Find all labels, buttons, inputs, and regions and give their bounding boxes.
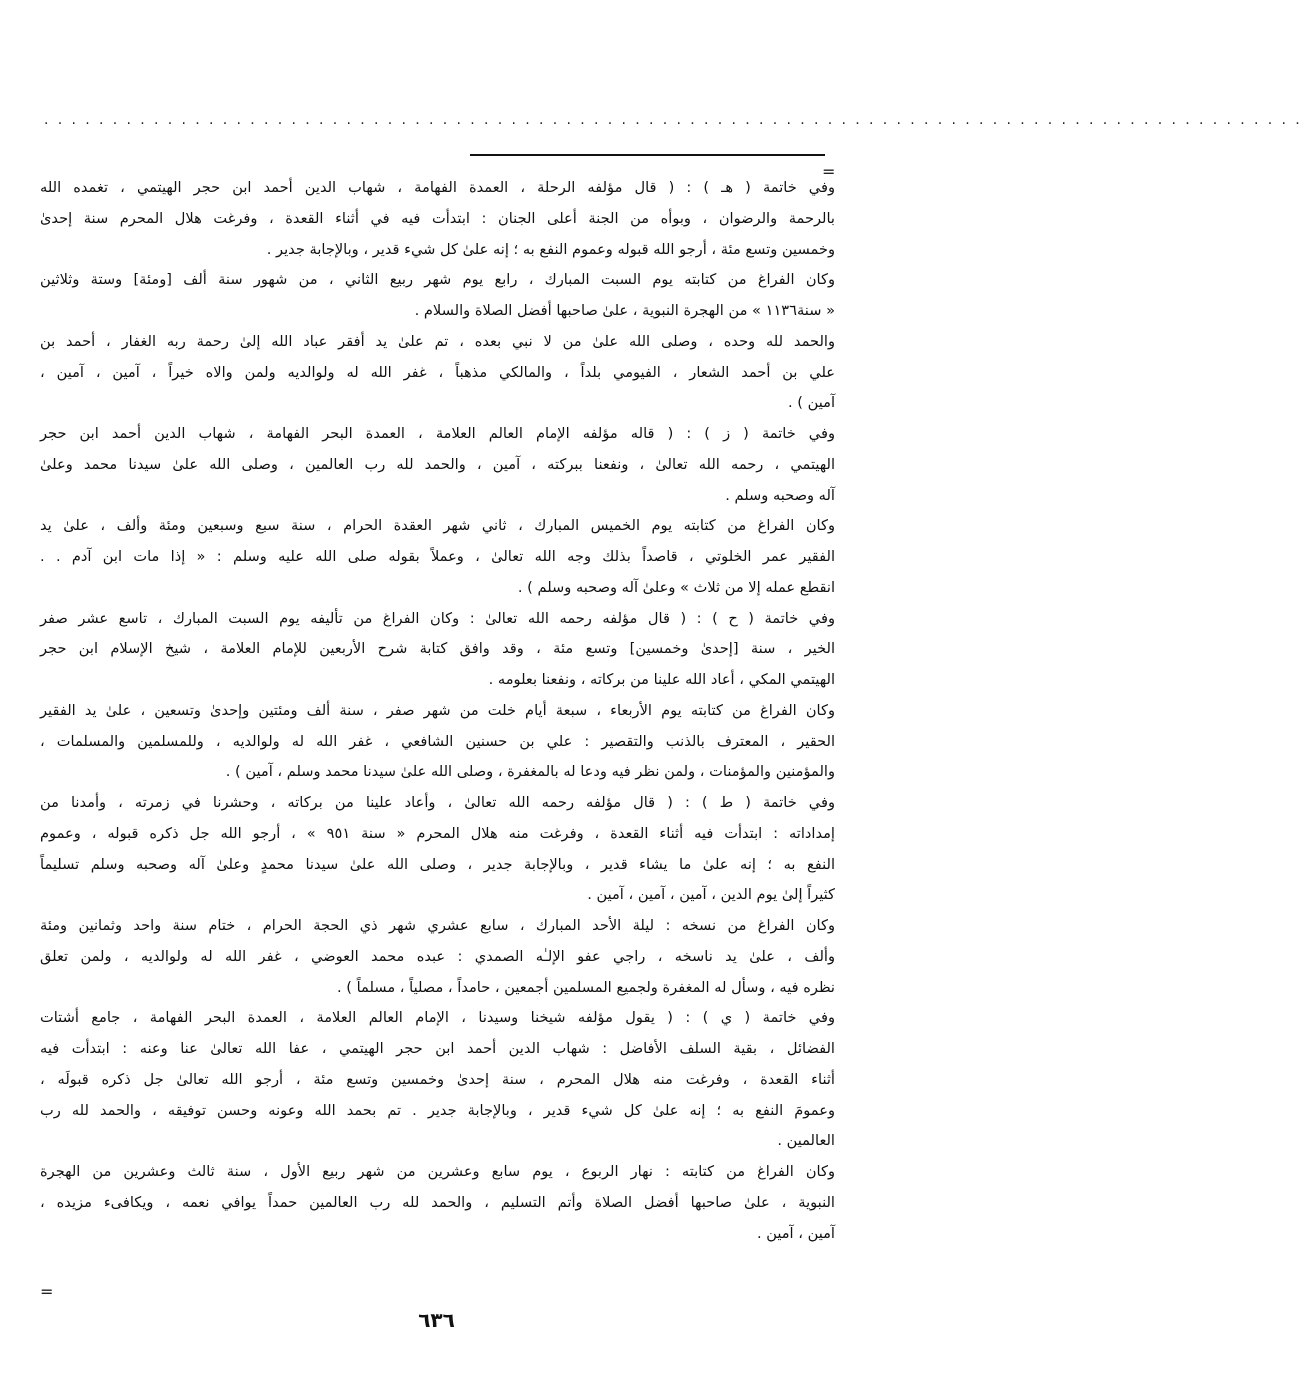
paragraph-khatima-ha2 bbox=[40, 604, 835, 696]
text-line: وفي خاتمة ( ز ) : ( قاله مؤلفه الإمام العالم العلامة ، العمدة البحر الفهامة ، شهاب الدين أحمد ابن حجر bbox=[40, 425, 835, 442]
text-line: وعمومَ النفع به ؛ إنه علىٰ كل شيء قدير ، وبالإجابة جدير . تم بحمد الله وعونه وحسن توفيقه ، والحمد لله رب bbox=[40, 1101, 835, 1119]
text-line: وخمسين وتسع مئة ، أرجو الله قبوله وعموم النفع به ؛ إنه علىٰ كل شيء قدير ، وبالإجابة جدير . bbox=[266, 240, 835, 258]
footnote-rule bbox=[470, 154, 825, 156]
text-line: العالمين . bbox=[777, 1132, 835, 1150]
text-line: آله وصحبه وسلم . bbox=[725, 486, 835, 504]
paragraph-colophon-3 bbox=[40, 511, 835, 603]
text-line: آمين ) . bbox=[788, 394, 835, 412]
text-line: علي بن أحمد الشعار ، الفيومي بلداً ، والمالكي مذهباً ، غفر الله له ولوالديه ولمن والاه خيراً ، آمين ، آمين ، bbox=[40, 363, 835, 381]
text-line: وفي خاتمة ( ط ) : ( قال مؤلفه رحمه الله تعالىٰ ، وأعاد علينا من بركاته ، وحشرنا في زمرته ، وأمدنا من bbox=[40, 794, 835, 811]
text-line: وفي خاتمة ( ح ) : ( قال مؤلفه رحمه الله تعالىٰ : وكان الفراغ من تأليفه يوم السبت المبارك ، تاسع عشر صفر bbox=[40, 609, 835, 627]
text-line: والمؤمنين والمؤمنات ، ولمن نظر فيه ودعا له بالمغفرة ، وصلى الله علىٰ سيدنا محمد وسلم ، آمين ) . bbox=[225, 763, 835, 781]
text-line: وكان الفراغ من نسخه : ليلة الأحد المبارك ، سابع عشري شهر ذي الحجة الحرام ، ختام سنة واحد وثمانين ومئة bbox=[40, 917, 835, 934]
text-line: وكان الفراغ من كتابته يوم السبت المبارك ، رابع يوم شهر ربيع الثاني ، من شهور سنة ألف [ومئة] وستة وثلاثين bbox=[40, 271, 835, 289]
paragraph-khatima-ya bbox=[40, 1003, 835, 1157]
page-number: ٦٣٦ bbox=[418, 1308, 455, 1332]
text-line: الفضائل ، بقية السلف الأفاضل : شهاب الدين أحمد ابن حجر الهيتمي ، عفا الله تعالىٰ عنا وعنه : ابتدأت فيه bbox=[40, 1040, 835, 1057]
paragraph-colophon-2 bbox=[40, 327, 835, 419]
text-line: النبوية ، علىٰ صاحبها أفضل الصلاة وأتم التسليم ، والحمد لله رب العالمين حمداً يوافي نعمه ، ويكافىء مزيده ، bbox=[40, 1193, 835, 1211]
text-line: وكان الفراغ من كتابته يوم الخميس المبارك ، ثاني شهر العقدة الحرام ، سنة سبع وسبعين ومئة وألف ، علىٰ يد bbox=[40, 517, 835, 535]
text-line: الفقير عمر الخلوتي ، قاصداً بذلك وجه الله تعالىٰ ، وعملاً بقوله صلى الله عليه وسلم : « إذا مات ابن آدم . . bbox=[40, 548, 835, 565]
text-line: نظره فيه ، وسأل له المغفرة ولجميع المسلمين أجمعين ، حامداً ، مصلياً ، مسلماً ) . bbox=[336, 978, 835, 996]
text-line: الحقير ، المعترف بالذنب والتقصير : علي بن حسنين الشافعي ، غفر الله له ولوالديه ، وللمسلمين والمسلمات ، bbox=[40, 732, 835, 750]
paragraph-khatima-zay bbox=[40, 419, 835, 511]
text-line: الهيتمي المكي ، أعاد الله علينا من بركاته ، ونفعنا بعلومه . bbox=[488, 671, 835, 688]
paragraph-colophon-5 bbox=[40, 911, 835, 1003]
text-line: الخير ، سنة [إحدىٰ وخمسين] وتسع مئة ، وقد وافق كتابة شرح الأربعين للإمام العلامة ، شيخ الإسلام ابن حجر bbox=[40, 640, 835, 658]
paragraph-colophon-4 bbox=[40, 696, 835, 788]
text-line: أثناء القعدة ، وفرغت منه هلال المحرم ، سنة إحدىٰ وخمسين وتسع مئة ، أرجو الله تعالىٰ جل ذكره قبولَه ، bbox=[40, 1070, 835, 1088]
footnote-text bbox=[40, 173, 835, 1249]
text-line: انقطع عمله إلا من ثلاث » وعلىٰ آله وصحبه وسلم ) . bbox=[517, 578, 835, 596]
text-line: وكان الفراغ من كتابته : نهار الربوع ، يوم سابع وعشرين من شهر ربيع الأول ، سنة ثالث وعشرين من الهجرة bbox=[40, 1163, 835, 1180]
text-line: بالرحمة والرضوان ، وبوأه من الجنة أعلى الجنان : ابتدأت فيه في أثناء القعدة ، وفرغت هلال المحرم سنة إحدىٰ bbox=[40, 209, 835, 227]
continuation-marker-top: = bbox=[822, 162, 836, 181]
text-line: وفي خاتمة ( ي ) : ( يقول مؤلفه شيخنا وسيدنا ، الإمام العالم العلامة ، العمدة البحر الفهامة ، جامع أشتات bbox=[40, 1009, 835, 1027]
text-line: وفي خاتمة ( هـ ) : ( قال مؤلفه الرحلة ، العمدة الفهامة ، شهاب الدين أحمد ابن حجر الهيتمي ، تغمده الله bbox=[40, 179, 835, 196]
paragraph-colophon-1 bbox=[40, 265, 835, 327]
text-line: آمين ، آمين . bbox=[756, 1224, 835, 1242]
text-line: كثيراً إلىٰ يوم الدين ، آمين ، آمين ، آمين . bbox=[587, 886, 835, 904]
paragraph-khatima-ha bbox=[40, 173, 835, 265]
dotted-separator: ............................................................................................ bbox=[44, 112, 1309, 128]
text-line: والحمد لله وحده ، وصلى الله علىٰ من لا نبي بعده ، تم علىٰ يد أفقر عباد الله إلىٰ رحمة ربه الغفار ، أحمد بن bbox=[40, 332, 835, 350]
text-line: وكان الفراغ من كتابته يوم الأربعاء ، سبعة أيام خلت من شهر صفر ، سنة ألف ومئتين وإحدىٰ وتسعين ، علىٰ يد الفقير bbox=[40, 701, 835, 719]
text-line: « سنة١١٣٦ » من الهجرة النبوية ، علىٰ صاحبها أفضل الصلاة والسلام . bbox=[414, 302, 835, 319]
text-line: وألف ، علىٰ يد ناسخه ، راجي عفو الإلـٰه الصمدي : عبده محمد العوضي ، غفر الله له ولوالديه ، ولمن تعلق bbox=[40, 947, 835, 965]
text-line: الهيتمي ، رحمه الله تعالىٰ ، ونفعنا ببركته ، آمين ، والحمد لله رب العالمين ، وصلى الله علىٰ سيدنا محمد وعلىٰ bbox=[40, 455, 835, 473]
text-line: النفع به ؛ إنه علىٰ ما يشاء قدير ، وبالإجابة جدير ، وصلى الله علىٰ سيدنا محمدٍ وعلىٰ آله وصحبه وسلم تسليماً bbox=[40, 855, 835, 873]
text-line: إمداداته : ابتدأت فيه أثناء القعدة ، وفرغت منه هلال المحرم « سنة ٩٥١ » ، أرجو الله جل ذكره قبوله ، وعموم bbox=[40, 824, 835, 842]
paragraph-colophon-6 bbox=[40, 1157, 835, 1249]
paragraph-khatima-ta bbox=[40, 788, 835, 911]
continuation-marker-bottom: = bbox=[40, 1282, 54, 1301]
